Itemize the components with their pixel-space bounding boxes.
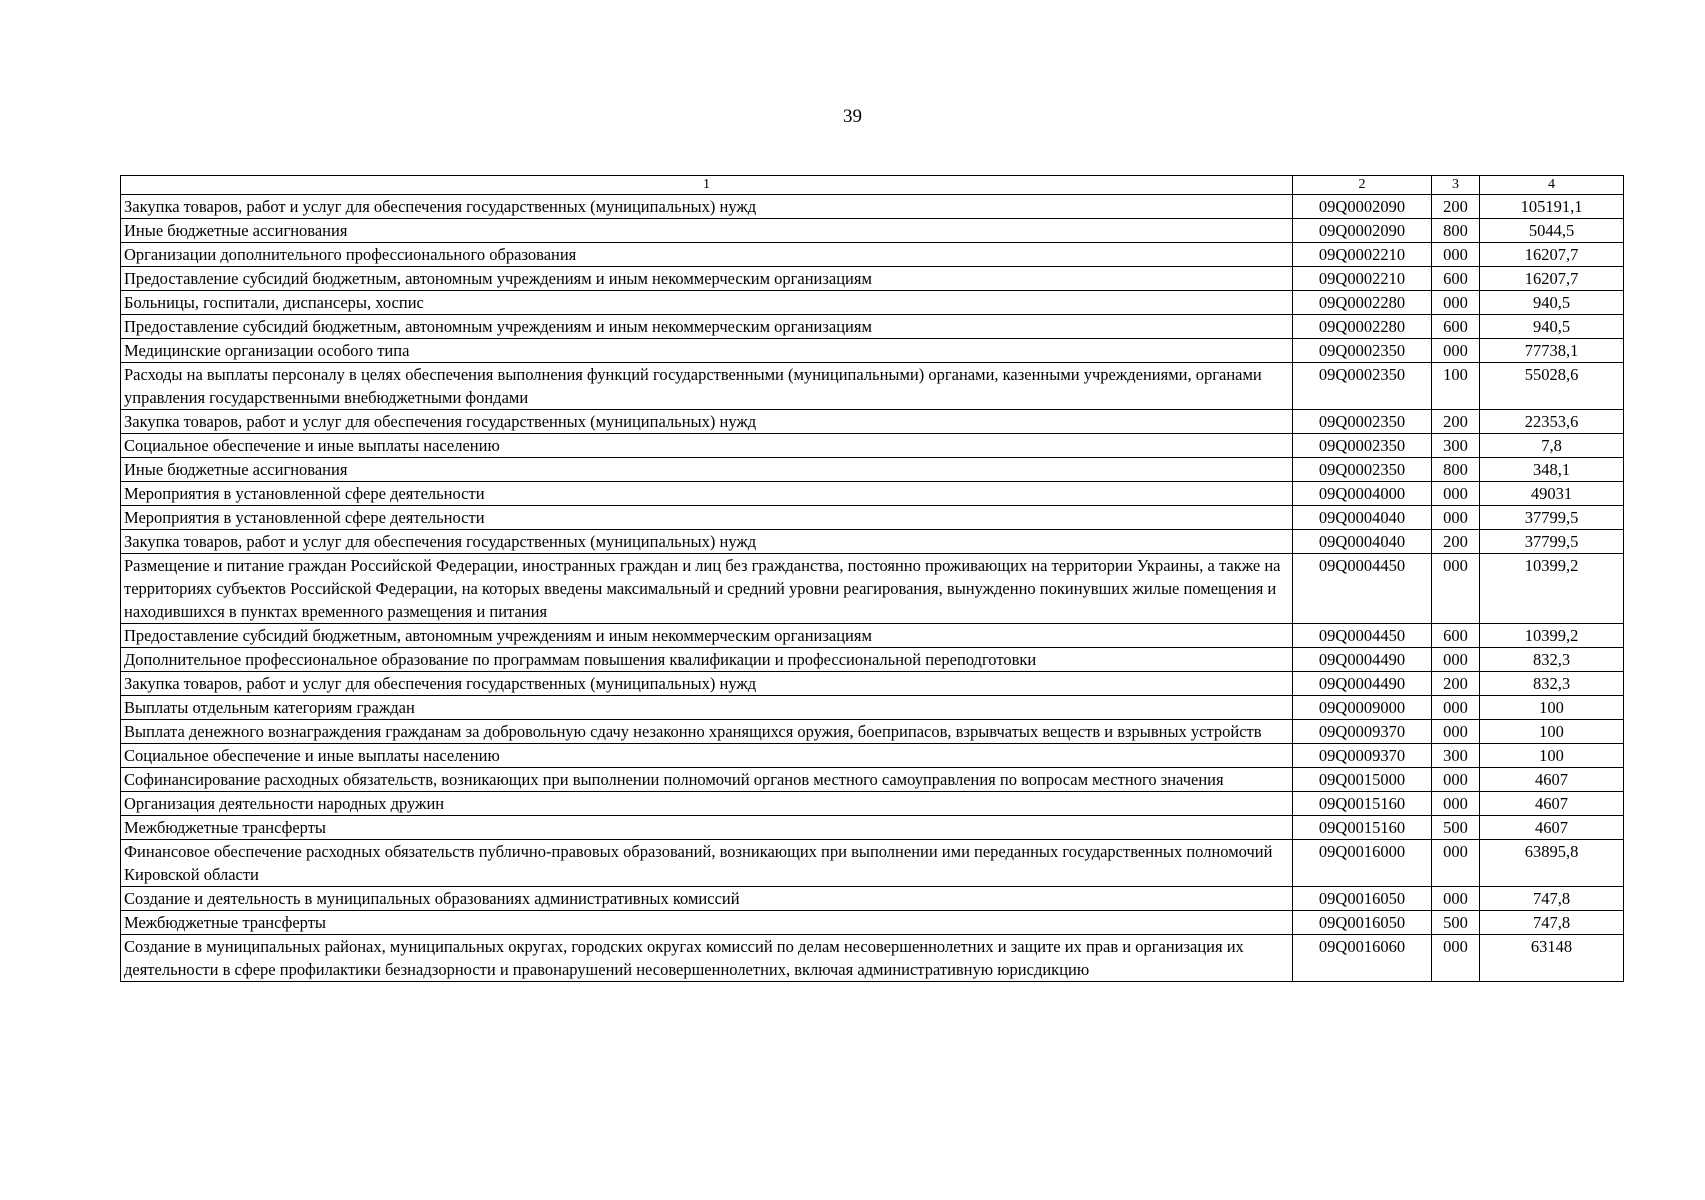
row-code: 09Q0002350 <box>1293 339 1432 363</box>
row-amount: 55028,6 <box>1480 363 1624 410</box>
row-code: 09Q0002350 <box>1293 410 1432 434</box>
row-name: Расходы на выплаты персоналу в целях обеспечения выполнения функций государственными (муниципальными) органами, казенными учреждениями, органами управления государственными внебюджетными фондами <box>121 363 1293 410</box>
row-type: 000 <box>1432 792 1480 816</box>
table-body <box>121 195 1624 982</box>
row-code: 09Q0004490 <box>1293 648 1432 672</box>
row-amount: 832,3 <box>1480 648 1624 672</box>
row-code: 09Q0016050 <box>1293 911 1432 935</box>
row-amount: 49031 <box>1480 482 1624 506</box>
table-row <box>121 887 1624 911</box>
row-amount: 77738,1 <box>1480 339 1624 363</box>
row-name: Предоставление субсидий бюджетным, автономным учреждениям и иным некоммерческим организациям <box>121 315 1293 339</box>
row-type: 000 <box>1432 768 1480 792</box>
row-name: Иные бюджетные ассигнования <box>121 458 1293 482</box>
table-row <box>121 624 1624 648</box>
table-row <box>121 530 1624 554</box>
row-amount: 348,1 <box>1480 458 1624 482</box>
row-type: 000 <box>1432 720 1480 744</box>
row-code: 09Q0002210 <box>1293 267 1432 291</box>
row-name: Мероприятия в установленной сфере деятельности <box>121 506 1293 530</box>
row-amount: 37799,5 <box>1480 506 1624 530</box>
row-code: 09Q0009370 <box>1293 720 1432 744</box>
row-type: 000 <box>1432 696 1480 720</box>
row-code: 09Q0016050 <box>1293 887 1432 911</box>
row-code: 09Q0016000 <box>1293 840 1432 887</box>
table-row <box>121 267 1624 291</box>
table-row <box>121 792 1624 816</box>
row-type: 200 <box>1432 195 1480 219</box>
row-code: 09Q0015160 <box>1293 816 1432 840</box>
row-name: Размещение и питание граждан Российской Федерации, иностранных граждан и лиц без гражданства, постоянно проживающих на территории Украины, а также на территориях субъектов Российской Федерации, на которых введены максимальный и средний уровни реагирования, вынужденно покинувших жилые помещения и находившихся в пунктах временного размещения и питания <box>121 554 1293 624</box>
row-code: 09Q0002210 <box>1293 243 1432 267</box>
header-col-3: 3 <box>1432 176 1480 195</box>
row-type: 800 <box>1432 219 1480 243</box>
row-type: 600 <box>1432 624 1480 648</box>
table-row <box>121 506 1624 530</box>
table-row <box>121 482 1624 506</box>
row-amount: 7,8 <box>1480 434 1624 458</box>
row-code: 09Q0015160 <box>1293 792 1432 816</box>
row-name: Предоставление субсидий бюджетным, автономным учреждениям и иным некоммерческим организациям <box>121 624 1293 648</box>
row-name: Закупка товаров, работ и услуг для обеспечения государственных (муниципальных) нужд <box>121 530 1293 554</box>
table-row <box>121 648 1624 672</box>
row-type: 000 <box>1432 506 1480 530</box>
row-name: Софинансирование расходных обязательств, возникающих при выполнении полномочий органов местного самоуправления по вопросам местного значения <box>121 768 1293 792</box>
row-code: 09Q0004450 <box>1293 624 1432 648</box>
row-code: 09Q0004040 <box>1293 530 1432 554</box>
row-amount: 832,3 <box>1480 672 1624 696</box>
row-name: Организация деятельности народных дружин <box>121 792 1293 816</box>
row-type: 000 <box>1432 648 1480 672</box>
table-row <box>121 554 1624 624</box>
row-name: Закупка товаров, работ и услуг для обеспечения государственных (муниципальных) нужд <box>121 410 1293 434</box>
row-name: Закупка товаров, работ и услуг для обеспечения государственных (муниципальных) нужд <box>121 672 1293 696</box>
table-row <box>121 315 1624 339</box>
row-type: 000 <box>1432 291 1480 315</box>
row-name: Выплата денежного вознаграждения гражданам за добровольную сдачу незаконно хранящихся оружия, боеприпасов, взрывчатых веществ и взрывных устройств <box>121 720 1293 744</box>
row-type: 500 <box>1432 816 1480 840</box>
row-name: Создание в муниципальных районах, муниципальных округах, городских округах комиссий по делам несовершеннолетних и защите их прав и организация их деятельности в сфере профилактики безнадзорности и правонарушений несовершеннолетних, включая административную юрисдикцию <box>121 935 1293 982</box>
row-type: 000 <box>1432 339 1480 363</box>
table-row <box>121 195 1624 219</box>
row-name: Организации дополнительного профессионального образования <box>121 243 1293 267</box>
row-code: 09Q0016060 <box>1293 935 1432 982</box>
row-name: Больницы, госпитали, диспансеры, хоспис <box>121 291 1293 315</box>
row-name: Межбюджетные трансферты <box>121 816 1293 840</box>
table-row <box>121 243 1624 267</box>
row-type: 000 <box>1432 243 1480 267</box>
row-name: Межбюджетные трансферты <box>121 911 1293 935</box>
row-code: 09Q0002090 <box>1293 219 1432 243</box>
header-col-2: 2 <box>1293 176 1432 195</box>
row-amount: 10399,2 <box>1480 624 1624 648</box>
row-amount: 100 <box>1480 696 1624 720</box>
row-code: 09Q0002280 <box>1293 315 1432 339</box>
row-amount: 100 <box>1480 720 1624 744</box>
row-amount: 940,5 <box>1480 291 1624 315</box>
table-row <box>121 816 1624 840</box>
row-amount: 100 <box>1480 744 1624 768</box>
row-type: 500 <box>1432 911 1480 935</box>
row-type: 800 <box>1432 458 1480 482</box>
row-amount: 105191,1 <box>1480 195 1624 219</box>
row-name: Дополнительное профессиональное образование по программам повышения квалификации и профессиональной переподготовки <box>121 648 1293 672</box>
row-code: 09Q0004490 <box>1293 672 1432 696</box>
row-type: 300 <box>1432 434 1480 458</box>
row-name: Медицинские организации особого типа <box>121 339 1293 363</box>
row-name: Финансовое обеспечение расходных обязательств публично-правовых образований, возникающих при выполнении ими переданных государственных полномочий Кировской области <box>121 840 1293 887</box>
table-row <box>121 720 1624 744</box>
row-amount: 4607 <box>1480 768 1624 792</box>
header-col-1: 1 <box>121 176 1293 195</box>
row-amount: 63148 <box>1480 935 1624 982</box>
row-amount: 5044,5 <box>1480 219 1624 243</box>
row-name: Иные бюджетные ассигнования <box>121 219 1293 243</box>
row-amount: 16207,7 <box>1480 267 1624 291</box>
table-row <box>121 840 1624 887</box>
table-row <box>121 339 1624 363</box>
row-name: Выплаты отдельным категориям граждан <box>121 696 1293 720</box>
table-row <box>121 434 1624 458</box>
row-code: 09Q0002350 <box>1293 458 1432 482</box>
row-code: 09Q0004450 <box>1293 554 1432 624</box>
table-row <box>121 291 1624 315</box>
row-amount: 37799,5 <box>1480 530 1624 554</box>
row-code: 09Q0002090 <box>1293 195 1432 219</box>
row-type: 000 <box>1432 935 1480 982</box>
row-amount: 22353,6 <box>1480 410 1624 434</box>
row-type: 300 <box>1432 744 1480 768</box>
page-number: 39 <box>843 106 862 127</box>
row-amount: 10399,2 <box>1480 554 1624 624</box>
table-row <box>121 935 1624 982</box>
row-type: 200 <box>1432 530 1480 554</box>
table-row <box>121 672 1624 696</box>
row-type: 000 <box>1432 840 1480 887</box>
row-name: Закупка товаров, работ и услуг для обеспечения государственных (муниципальных) нужд <box>121 195 1293 219</box>
row-amount: 16207,7 <box>1480 243 1624 267</box>
table-row <box>121 768 1624 792</box>
row-name: Социальное обеспечение и иные выплаты населению <box>121 744 1293 768</box>
row-name: Предоставление субсидий бюджетным, автономным учреждениям и иным некоммерческим организациям <box>121 267 1293 291</box>
row-type: 000 <box>1432 887 1480 911</box>
row-amount: 747,8 <box>1480 911 1624 935</box>
table-row <box>121 219 1624 243</box>
header-row <box>121 176 1624 195</box>
row-type: 200 <box>1432 410 1480 434</box>
row-name: Социальное обеспечение и иные выплаты населению <box>121 434 1293 458</box>
row-code: 09Q0009370 <box>1293 744 1432 768</box>
row-amount: 940,5 <box>1480 315 1624 339</box>
row-type: 200 <box>1432 672 1480 696</box>
row-name: Создание и деятельность в муниципальных образованиях административных комиссий <box>121 887 1293 911</box>
row-type: 600 <box>1432 267 1480 291</box>
table-row <box>121 410 1624 434</box>
row-code: 09Q0004040 <box>1293 506 1432 530</box>
row-code: 09Q0002350 <box>1293 434 1432 458</box>
row-type: 600 <box>1432 315 1480 339</box>
table-row <box>121 744 1624 768</box>
row-amount: 747,8 <box>1480 887 1624 911</box>
budget-table <box>120 175 1624 982</box>
row-amount: 4607 <box>1480 792 1624 816</box>
table-row <box>121 458 1624 482</box>
row-type: 000 <box>1432 554 1480 624</box>
table-row <box>121 363 1624 410</box>
row-amount: 63895,8 <box>1480 840 1624 887</box>
table-row <box>121 696 1624 720</box>
table-row <box>121 911 1624 935</box>
row-type: 000 <box>1432 482 1480 506</box>
row-name: Мероприятия в установленной сфере деятельности <box>121 482 1293 506</box>
row-code: 09Q0004000 <box>1293 482 1432 506</box>
table-header <box>121 176 1624 195</box>
row-amount: 4607 <box>1480 816 1624 840</box>
row-code: 09Q0015000 <box>1293 768 1432 792</box>
row-code: 09Q0002350 <box>1293 363 1432 410</box>
header-col-4: 4 <box>1480 176 1624 195</box>
row-code: 09Q0009000 <box>1293 696 1432 720</box>
row-code: 09Q0002280 <box>1293 291 1432 315</box>
row-type: 100 <box>1432 363 1480 410</box>
